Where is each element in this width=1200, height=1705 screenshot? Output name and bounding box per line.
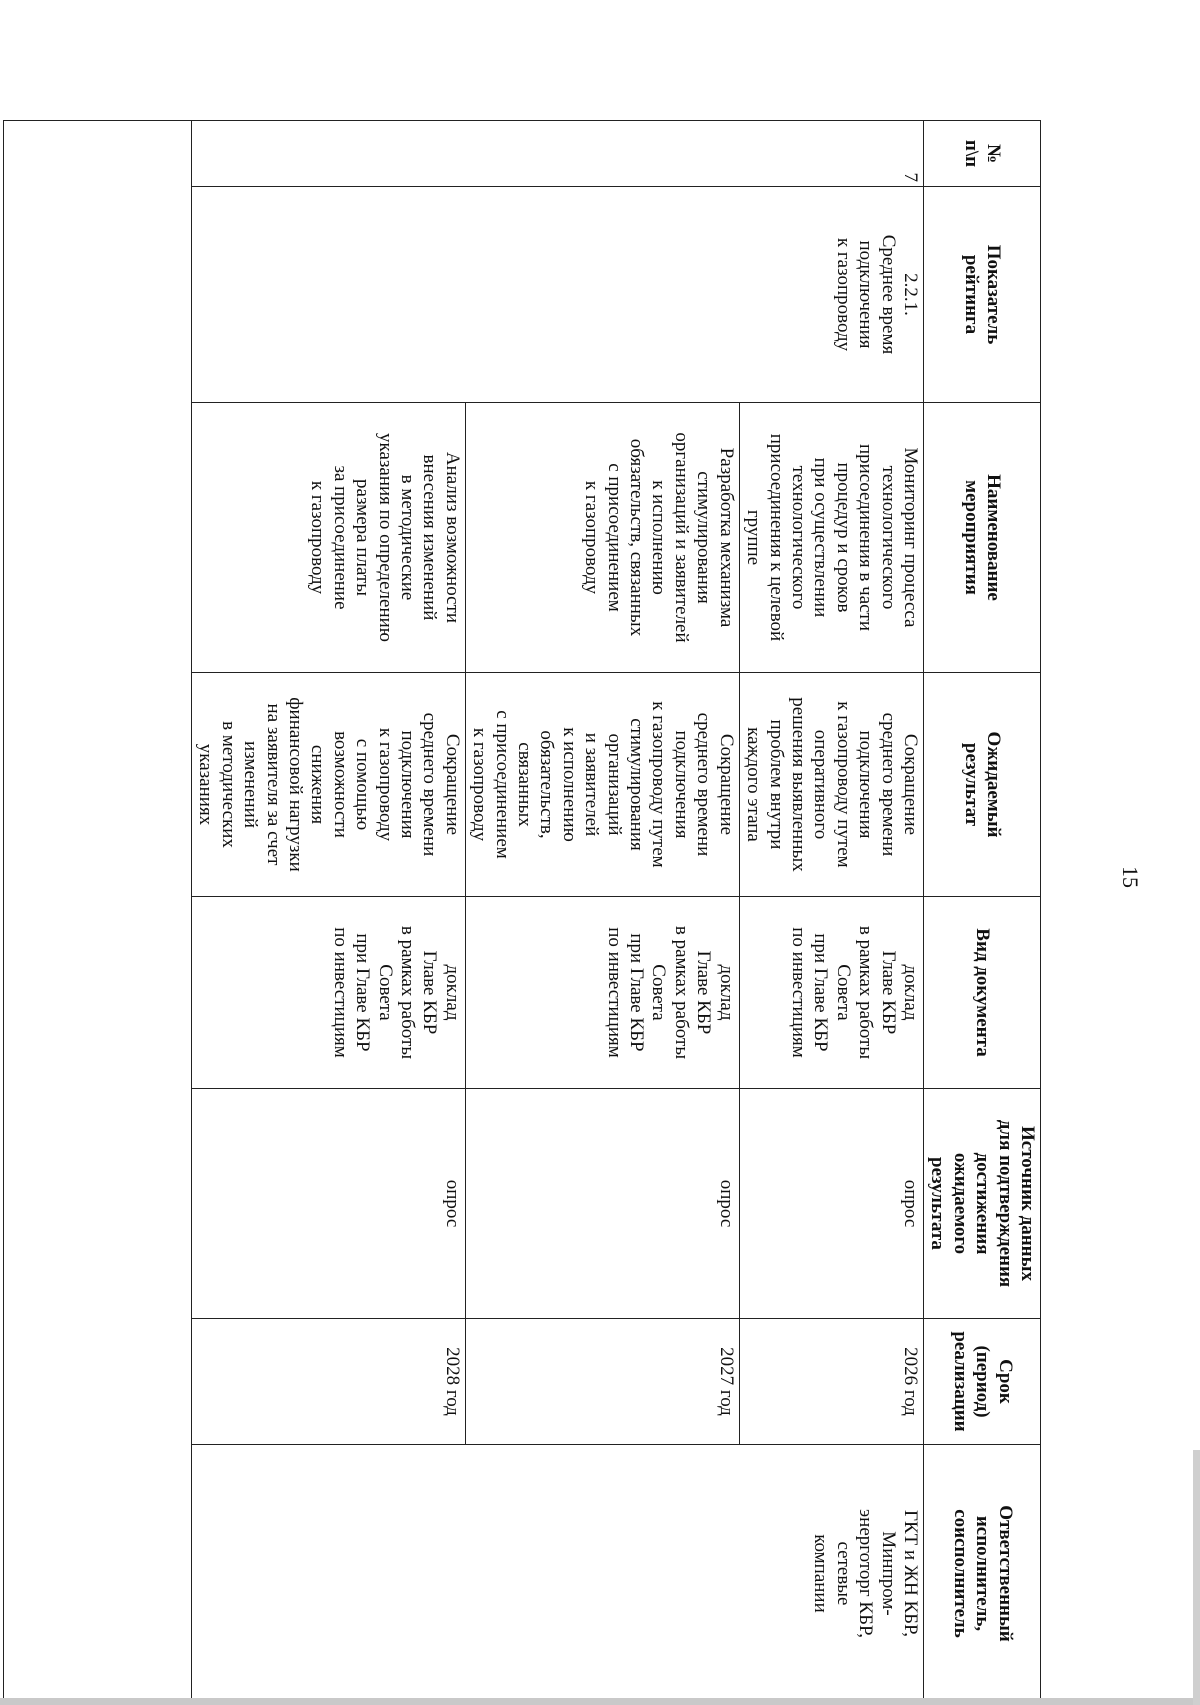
data-source-cell: опрос [465, 1089, 739, 1319]
header-number: № п\п [923, 121, 1040, 187]
measure-cell: Мониторинг процесса технологического присоединения в части процедур и сроков при осуществлении технологического присоединения к целевой группе [739, 403, 923, 673]
result-cell: Сокращение среднего времени подключения к газопроводу с помощью возможности снижения финансовой нагрузки на заявителя за счет изменений в методических указаниях [191, 673, 465, 897]
document-type-cell: доклад Главе КБР в рамках работы Совета при Главе КБР по инвестициям [191, 897, 465, 1089]
header-responsible: Ответственный исполнитель, соисполнитель [923, 1445, 1040, 1703]
responsible-cell: ГКТ и ЖН КБР, Минпром- энерготорг КБР, сетевые компании [191, 1445, 923, 1703]
measure-cell: Разработка механизма стимулирования организаций и заявителей к исполнению обязательств, связанных с присоединением к газопроводу [465, 403, 739, 673]
header-expected-result: Ожидаемый результат [923, 673, 1040, 897]
table-row-empty [3, 121, 191, 1703]
measures-table [3, 120, 1041, 1703]
table-row [739, 121, 923, 1703]
page-number: 15 [1118, 866, 1143, 888]
table-header-row [923, 121, 1040, 1703]
document-type-cell: доклад Главе КБР в рамках работы Совета при Главе КБР по инвестициям [739, 897, 923, 1089]
scan-bottom-edge [0, 1698, 1200, 1705]
indicator-cell: 2.2.1. Среднее время подключения к газопроводу [191, 187, 923, 403]
term-cell: 2027 год [465, 1319, 739, 1445]
scan-right-edge [1193, 1450, 1200, 1705]
result-cell: Сокращение среднего времени подключения к газопроводу путем стимулирования организаций и заявителей к исполнению обязательств, связанных с присоединением к газопроводу [465, 673, 739, 897]
row-number: 7 [191, 121, 923, 187]
header-data-source: Источник данных для подтверждения достижения ожидаемого результата [923, 1089, 1040, 1319]
header-indicator: Показатель рейтинга [923, 187, 1040, 403]
empty-cell [3, 121, 191, 1703]
data-source-cell: опрос [739, 1089, 923, 1319]
document-type-cell: доклад Главе КБР в рамках работы Совета при Главе КБР по инвестициям [465, 897, 739, 1089]
term-cell: 2028 год [191, 1319, 465, 1445]
measure-cell: Анализ возможности внесения изменений в методические указания по определению размера платы за присоединение к газопроводу [191, 403, 465, 673]
header-measure: Наименование мероприятия [923, 403, 1040, 673]
data-source-cell: опрос [191, 1089, 465, 1319]
term-cell: 2026 год [739, 1319, 923, 1445]
header-document-type: Вид документа [923, 897, 1040, 1089]
result-cell: Сокращение среднего времени подключения к газопроводу путем оперативного решения выявленных проблем внутри каждого этапа [739, 673, 923, 897]
header-term: Срок (период) реализации [923, 1319, 1040, 1445]
